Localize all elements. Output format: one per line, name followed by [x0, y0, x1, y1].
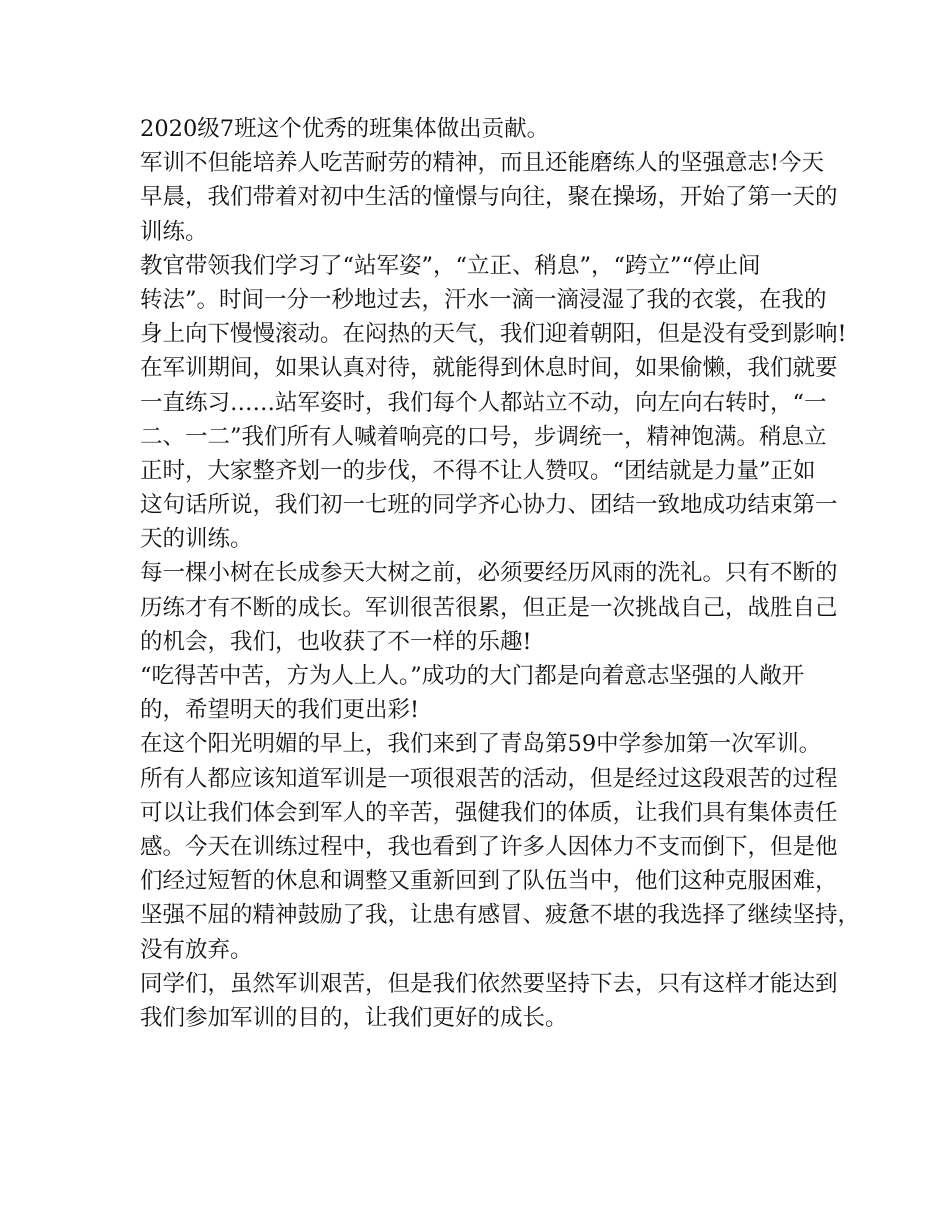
text-line: 同学们，虽然军训艰苦，但是我们依然要坚持下去，只有这样才能达到 [140, 970, 838, 997]
text-line: 没有放弃。 [140, 936, 253, 963]
text-line: 一直练习……站军姿时，我们每个人都站立不动，向左向右转时，“一 [140, 389, 827, 416]
text-line: 每一棵小树在长成参天大树之前，必须要经历风雨的洗礼。只有不断的 [140, 560, 838, 587]
text-line: 天的训练。 [140, 526, 253, 553]
text-line: 正时，大家整齐划一的步伐，不得不让人赞叹。“团结就是力量”正如 [140, 457, 816, 484]
text-line: 2020级7班这个优秀的班集体做出贡献。 [140, 116, 550, 142]
text-line: 在军训期间，如果认真对待，就能得到休息时间，如果偷懒，我们就要 [140, 355, 838, 382]
text-line: 历练才有不断的成长。军训很苦很累，但正是一次挑战自己，战胜自己 [140, 594, 838, 621]
text-line: 军训不但能培养人吃苦耐劳的精神，而且还能磨练人的坚强意志!今天 [140, 150, 825, 177]
text-line: 可以让我们体会到军人的辛苦，强健我们的体质，让我们具有集体责任 [140, 799, 838, 826]
text-line: 教官带领我们学习了“站军姿”，“立正、稍息”，“跨立”“停止间 [140, 252, 761, 279]
text-line: 在这个阳光明媚的早上，我们来到了青岛第59中学参加第一次军训。 [140, 731, 822, 758]
text-line: 训练。 [140, 218, 208, 245]
text-line: 这句话所说，我们初一七班的同学齐心协力、团结一致地成功结束第一 [140, 492, 838, 519]
text-line: “吃得苦中苦，方为人上人。”成功的大门都是向着意志坚强的人敞开 [140, 663, 805, 689]
text-line: 转法”。时间一分一秒地过去，汗水一滴一滴浸湿了我的衣裳，在我的 [140, 286, 827, 313]
text-line: 身上向下慢慢滚动。在闷热的天气，我们迎着朝阳，但是没有受到影响! [140, 321, 847, 348]
text-line: 感。今天在训练过程中，我也看到了许多人因体力不支而倒下，但是他 [140, 833, 838, 860]
text-line: 二、一二”我们所有人喊着响亮的口号，步调统一，精神饱满。稍息立 [140, 423, 827, 450]
document-body [140, 112, 861, 1035]
text-line: 我们参加军训的目的，让我们更好的成长。 [140, 1004, 568, 1031]
text-line: 早晨，我们带着对初中生活的憧憬与向往，聚在操场，开始了第一天的 [140, 184, 838, 211]
text-line: 所有人都应该知道军训是一项很艰苦的活动，但是经过这段艰苦的过程 [140, 765, 838, 792]
text-line: 的机会，我们，也收获了不一样的乐趣! [140, 628, 532, 655]
text-line: 们经过短暂的休息和调整又重新回到了队伍当中，他们这种克服困难， [140, 868, 838, 895]
text-line: 坚强不屈的精神鼓励了我，让患有感冒、疲惫不堪的我选择了继续坚持， [140, 902, 861, 929]
text-line: 的，希望明天的我们更出彩! [140, 697, 420, 724]
